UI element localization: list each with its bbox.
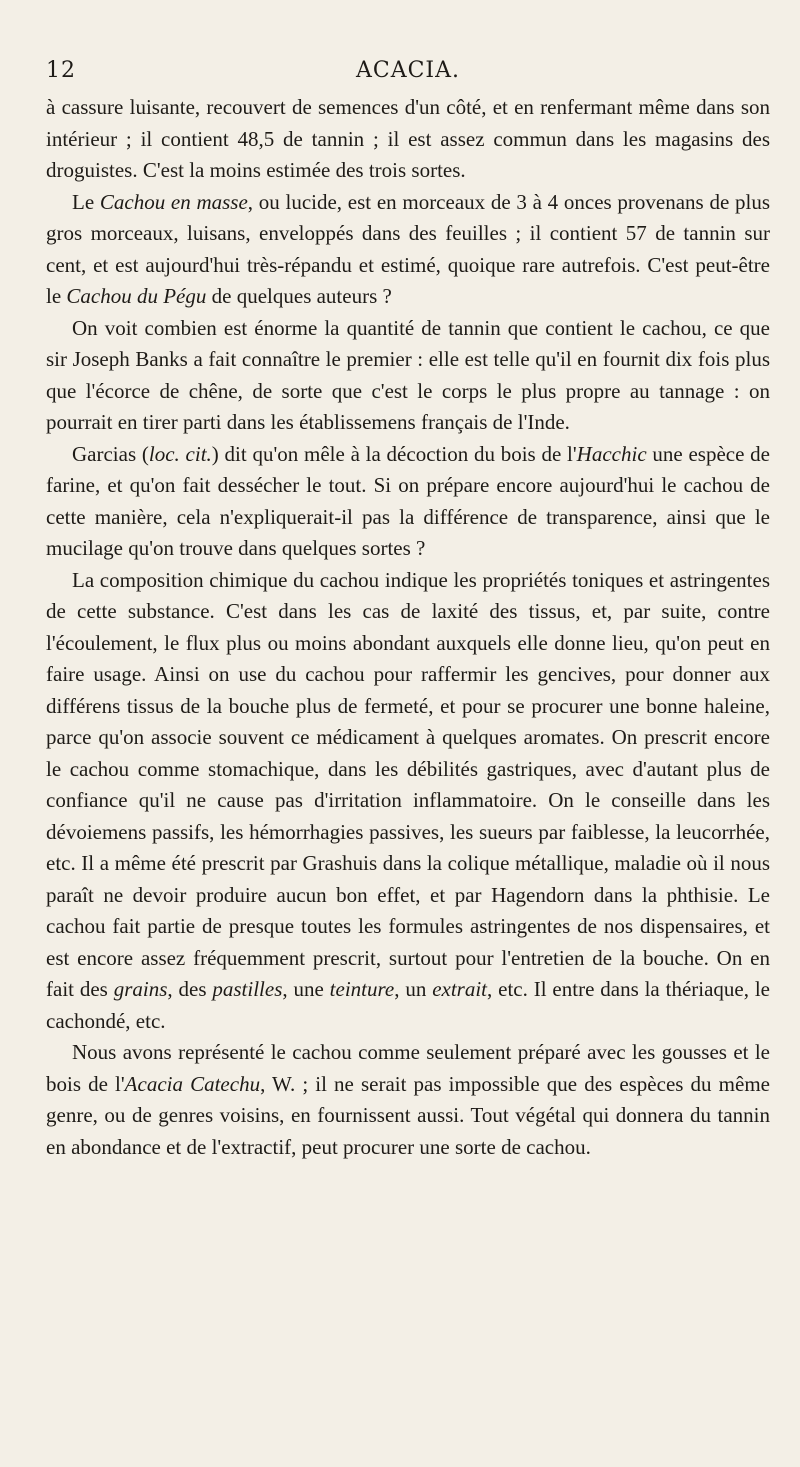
italic-term: Acacia Catechu: [124, 1071, 261, 1096]
running-title: ACACIA.: [355, 58, 460, 83]
italic-term: Cachou du Pégu: [66, 284, 207, 308]
body-text: [46, 92, 770, 1163]
paragraph: à cassure luisante, recouvert de semences d'un côté, et en renfermant même dans son intérieur ; il contient 48,5 de tannin ; il est assez commun dans les magasins des droguistes. C'est la moins estimée des trois sortes.: [46, 95, 770, 182]
italic-term: grains: [113, 977, 168, 1001]
italic-term: Cachou en masse: [99, 189, 248, 214]
italic-term: loc. cit.: [148, 441, 212, 466]
paragraph: La composition chimique du cachou indique les propriétés toniques et astringentes de cette substance. C'est dans les cas de laxité des tissus, et, par suite, contre l'écoulement, le flux plus ou moins abondant auxquels elle donne lieu, qu'on peut en faire usage. Ainsi on use du cachou pour raffermir les gencives, pour donner aux différens tissus de la bouche plus de fermeté, et pour se procurer une bonne haleine, parce qu'on associe souvent ce médicament à quelques aromates. On prescrit encore le cachou comme stomachique, dans les débilités gastriques, avec d'autant plus de confiance qu'il ne cause pas d'irritation inflammatoire. On le conseille dans les dévoiemens passifs, les hémorrhagies passives, les sueurs par faiblesse, la leucorrhée, etc. Il a même été prescrit par Grashuis dans la colique métallique, maladie où il nous paraît ne devoir produire aucun bon effet, et par Hagendorn dans la phthisie. Le cachou fait partie de presque toutes les formules astringentes de nos dispensaires, et est encore assez fréquemment prescrit, surtout pour l'entretien de la bouche. On en fait des grains, des pastilles, une teinture, un extrait, etc. Il entre dans la thériaque, le cachondé, etc.: [46, 567, 771, 1033]
italic-term: Hacchic: [576, 441, 647, 466]
paragraph: Garcias (loc. cit.) dit qu'on mêle à la décoction du bois de l'Hacchic une espèce de farine, et qu'on fait dessécher le tout. Si on prépare encore aujourd'hui le cachou de cette manière, cela n'expliquerait-il pas la différence de transparence, ainsi que le mucilage qu'on trouve dans quelques sortes ?: [46, 441, 771, 560]
page-header: [46, 52, 770, 92]
paragraph: Nous avons représenté le cachou comme seulement préparé avec les gousses et le bois de l'Acacia Catechu, W. ; il ne serait pas impossible que des espèces du même genre, ou de genres voisins, en fournissent aussi. Tout végétal qui donnera du tannin en abondance et de l'extractif, peut procurer une sorte de cachou.: [46, 1040, 770, 1159]
paragraph: On voit combien est énorme la quantité de tannin que contient le cachou, ce que sir Joseph Banks a fait connaître le premier : elle est telle qu'il en fournit dix fois plus que l'écorce de chêne, de sorte que c'est le corps le plus propre au tannage : on pourrait en tirer parti dans les établissemens français de l'Inde.: [46, 315, 770, 434]
page-number: 12: [46, 58, 76, 83]
italic-term: teinture: [329, 977, 395, 1001]
paragraph: Le Cachou en masse, ou lucide, est en morceaux de 3 à 4 onces provenans de plus gros morceaux, luisans, enveloppés dans des feuilles ; il contient 57 de tannin sur cent, et est aujourd'hui très-répandu et estimé, quoique rare autrefois. C'est peut-être le Cachou du Pégu de quelques auteurs ?: [46, 189, 770, 308]
italic-term: pastilles: [212, 977, 283, 1001]
italic-term: extrait: [432, 977, 488, 1001]
